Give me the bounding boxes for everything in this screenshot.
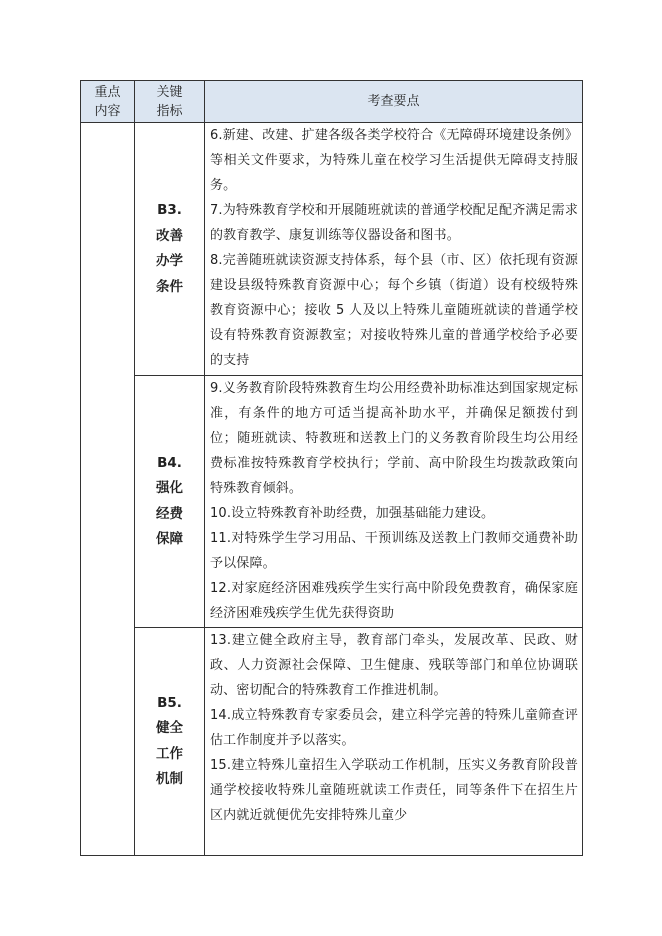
indicator-code: B3. [157,202,182,218]
indicator-cell-b4 [135,376,205,628]
indicator-text: 强化 [156,480,183,496]
indicator-cell-b3 [135,123,205,376]
indicator-text: 办学 [156,253,183,269]
indicator-text: 机制 [156,771,183,787]
indicator-code: B4. [157,454,182,471]
indicator-text: 保障 [156,531,183,547]
header-key-indicator [135,81,205,123]
header-assessment-points: 考查要点 [205,81,583,123]
indicator-text: 改善 [156,227,183,244]
assessment-item: 12.对家庭经济困难残疾学生实行高中阶段免费教育，确保家庭经济困难残疾学生优先获得资助 [210,581,578,621]
assessment-item: 9.义务教育阶段特殊教育生均公用经费补助标准达到国家规定标准，有条件的地方可适当提高补助水平，并确保足额拨付到位；随班就读、特教班和送教上门的义务教育阶段生均公用经费标准按特殊教育学校执行；学前、高中阶段生均拨款政策向特殊教育倾斜。 [210,381,578,496]
indicator-text: 经费 [156,505,183,522]
table-header-row [81,81,583,123]
assessment-item: 13.建立健全政府主导，教育部门牵头，发展改革、民政、财政、人力资源社会保障、卫生健康、残联等部门和单位协调联动、密切配合的特殊教育工作推进机制。 [210,633,578,698]
assessment-item: 8.完善随班就读资源支持体系，每个县（市、区）依托现有资源建设县级特殊教育资源中心；每个乡镇（街道）设有校级特殊教育资源中心；接收 5 人及以上特殊儿童随班就读的普通学校设有特殊教育资源教室；对接收特殊儿童的普通学校给予必要的支持 [210,253,578,368]
indicator-text: 健全 [156,720,183,736]
indicator-code: B5. [157,694,182,711]
assessment-cell-b3 [205,123,583,376]
header-key-content-line2: 内容 [94,103,121,119]
assessment-table [80,80,583,856]
assessment-item: 11.对特殊学生学习用品、干预训练及送教上门教师交通费补助予以保障。 [210,531,578,571]
assessment-item: 6.新建、改建、扩建各级各类学校符合《无障碍环境建设条例》等相关文件要求，为特殊儿童在校学习生活提供无障碍支持服务。 [210,128,578,193]
assessment-cell-b5 [205,628,583,856]
header-key-content-line1: 重点 [94,84,121,100]
header-key-indicator-line2: 指标 [156,103,183,119]
table-row [81,376,583,628]
indicator-text: 条件 [156,278,183,295]
table-row [81,123,583,376]
assessment-item: 10.设立特殊教育补助经费，加强基础能力建设。 [210,506,495,521]
assessment-cell-b4 [205,376,583,628]
assessment-item: 7.为特殊教育学校和开展随班就读的普通学校配足配齐满足需求的教育教学、康复训练等仪器设备和图书。 [210,203,578,243]
indicator-text: 工作 [156,745,183,762]
key-content-cell [81,123,135,856]
header-key-content [81,81,135,123]
assessment-item: 15.建立特殊儿童招生入学联动工作机制，压实义务教育阶段普通学校接收特殊儿童随班就读工作责任，同等条件下在招生片区内就近就便优先安排特殊儿童少 [210,758,578,823]
indicator-cell-b5 [135,628,205,856]
header-key-indicator-line1: 关键 [156,84,183,100]
assessment-item: 14.成立特殊教育专家委员会，建立科学完善的特殊儿童筛查评估工作制度并予以落实。 [210,708,578,748]
table-row [81,628,583,856]
